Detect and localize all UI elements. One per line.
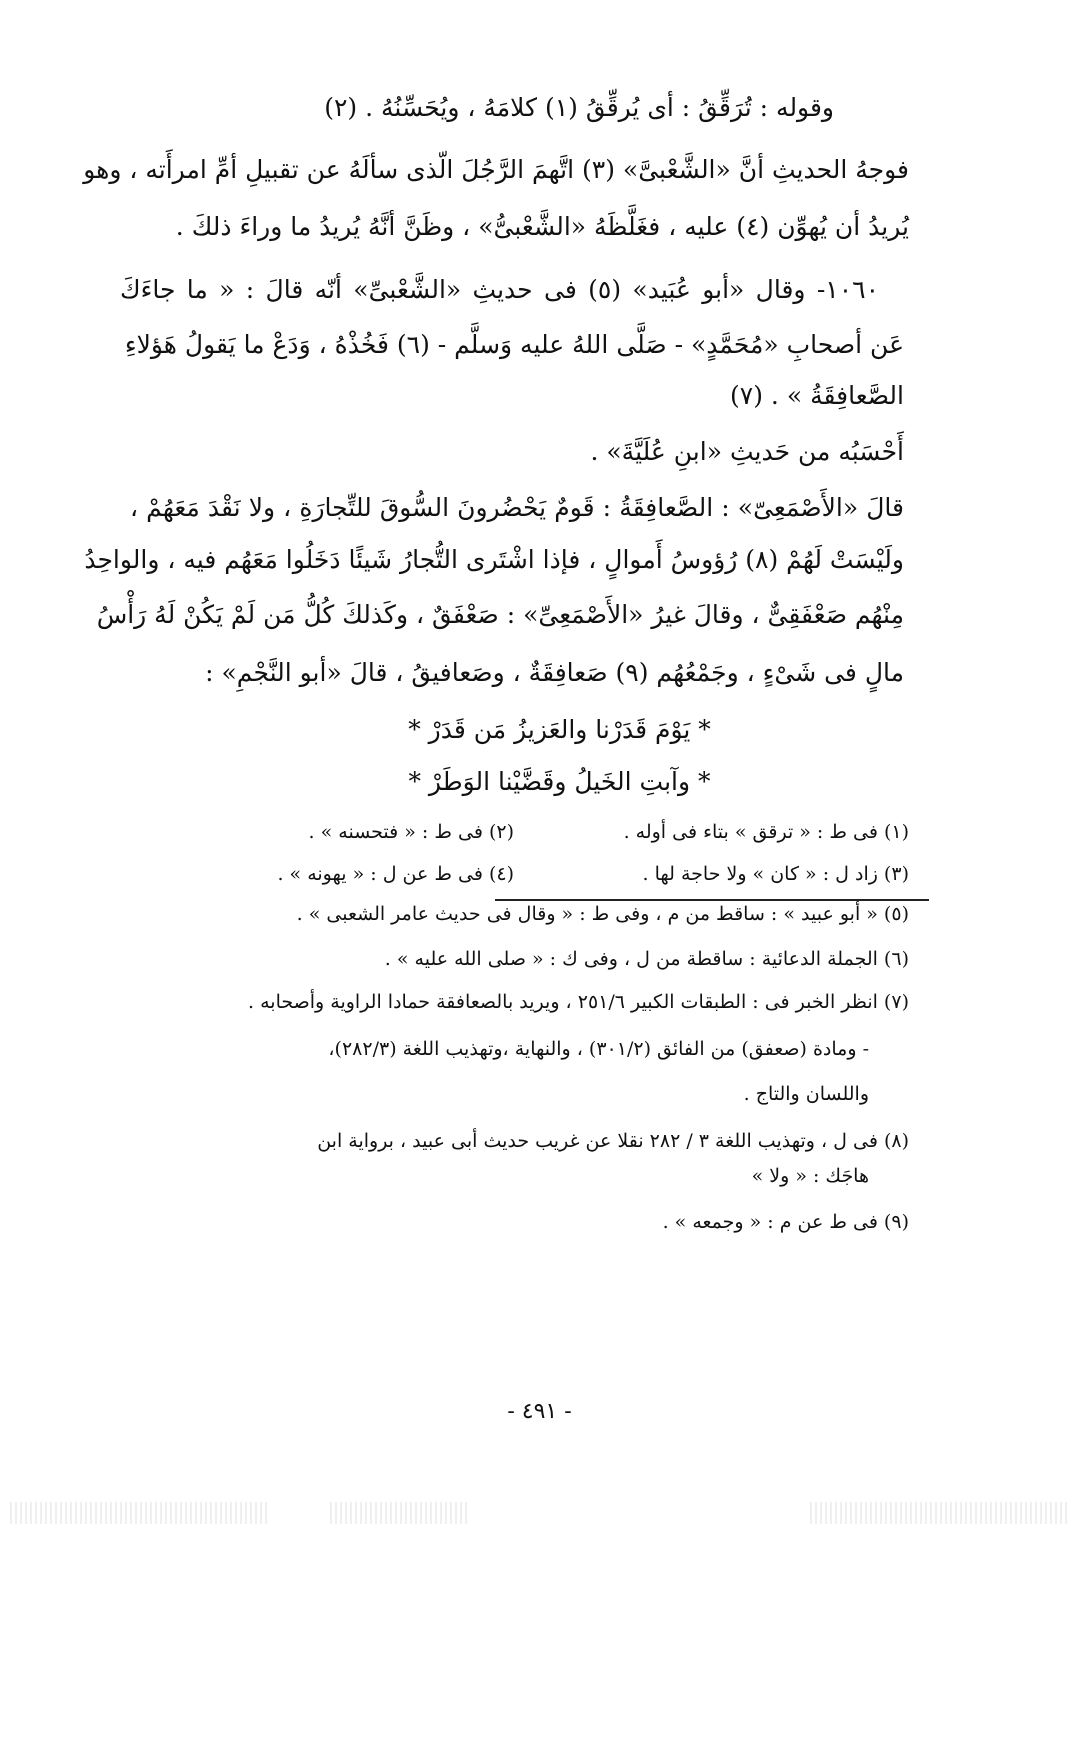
body-line-2: فوجهُ الحديثِ أنَّ «الشَّعْبىَّ» (٣) اتَّهمَ الرَّجُلَ الّذى سألَهُ عن تقبيلِ أمِّ امرأَته ، وهو xyxy=(83,155,909,184)
footnote-3: (٣) زاد ل : « كان » ولا حاجة لها . xyxy=(642,863,909,885)
poem-verse-1: * يَوْمَ قَدَرْنا والعَزيزُ مَن قَدَرْ * xyxy=(408,715,711,744)
scan-noise-right xyxy=(810,1502,1070,1524)
body-line-3: يُريدُ أن يُهوِّن (٤) عليه ، فغَلَّظَهُ «الشَّعْبىُّ» ، وظَنَّ أنَّهُ يُريدُ ما وراءَ ذلكَ . xyxy=(175,212,909,241)
footnote-4: (٤) فى ط عن ل : « يهونه » . xyxy=(277,863,514,885)
body-line-6: الصَّعافِقَةُ » . (٧) xyxy=(730,381,904,410)
body-line-9: ولَيْسَتْ لَهُمْ (٨) رُؤوسُ أَموالٍ ، فإذا اشْتَرى التُّجارُ شَيئًا دَخَلُوا مَعَهُم فيه ، والواحِدُ xyxy=(84,545,904,574)
body-line-10: مِنْهُم صَعْفَقِىٌّ ، وقالَ غيرُ «الأَصْمَعِىِّ» : صَعْفَقٌ ، وكَذلكَ كُلُّ مَن لَمْ يَكُنْ لَهُ رَأْسُ xyxy=(96,600,904,629)
body-line-5: عَن أصحابِ «مُحَمَّدٍ» - صَلَّى اللهُ عليه وَسلَّم - (٦) فَخُذْهُ ، وَدَعْ ما يَقولُ هَؤلاءِ xyxy=(124,330,904,359)
footnote-8-end: هاجَك : « ولا » xyxy=(751,1165,869,1187)
footnote-1: (١) فى ط : « ترقق » بتاء فى أوله . xyxy=(623,821,909,843)
body-line-7: أَحْسَبُه من حَديثِ «ابنِ عُلَيَّةَ» . xyxy=(590,437,904,466)
body-line-1: وقوله : تُرَقِّقُ : أى يُرقِّقُ (١) كلامَهُ ، ويُحَسِّنُهُ . (٢) xyxy=(324,93,834,122)
scan-noise-left xyxy=(10,1502,270,1524)
body-line-8: قالَ «الأَصْمَعِىّ» : الصَّعافِقَةُ : قَومٌ يَحْضُرونَ السُّوقَ للتِّجارَةِ ، ولا نَقْدَ مَعَهُمْ ، xyxy=(130,493,904,522)
footnote-8: (٨) فى ل ، وتهذيب اللغة ٣ / ٢٨٢ نقلا عن غريب حديث أبى عبيد ، برواية ابن xyxy=(317,1130,909,1152)
footnote-7-continued: - ومادة (صعفق) من الفائق (٣٠١/٢) ، والنهاية ،وتهذيب اللغة (٢٨٢/٣)، xyxy=(328,1038,869,1060)
poem-verse-2: * وآبتِ الخَيلُ وقَضَّيْنا الوَطَرْ * xyxy=(408,767,711,796)
footnote-5: (٥) « أبو عبيد » : ساقط من م ، وفى ط : « وقال فى حديث عامر الشعبى » . xyxy=(296,903,909,925)
body-line-11: مالٍ فى شَىْءٍ ، وجَمْعُهُم (٩) صَعافِقَةٌ ، وصَعافيقُ ، قالَ «أبو النَّجْمِ» : xyxy=(205,658,904,687)
footnote-7-end: واللسان والتاج . xyxy=(743,1083,869,1105)
footnote-6: (٦) الجملة الدعائية : ساقطة من ل ، وفى ك : « صلى الله عليه » . xyxy=(384,948,909,970)
footnote-2: (٢) فى ط : « فتحسنه » . xyxy=(308,821,514,843)
body-line-4: ١٠٦٠- وقال «أبو عُبَيد» (٥) فى حديثِ «الشَّعْبىِّ» أنّه قالَ : « ما جاءَكَ xyxy=(120,275,879,304)
scan-noise-center xyxy=(330,1502,470,1524)
footnote-7: (٧) انظر الخبر فى : الطبقات الكبير ٢٥١/٦ ، ويريد بالصعافقة حمادا الراوية وأصحابه . xyxy=(248,991,909,1013)
footnote-9: (٩) فى ط عن م : « وجمعه » . xyxy=(662,1211,909,1233)
page-number: - ٤٩١ - xyxy=(507,1399,572,1424)
